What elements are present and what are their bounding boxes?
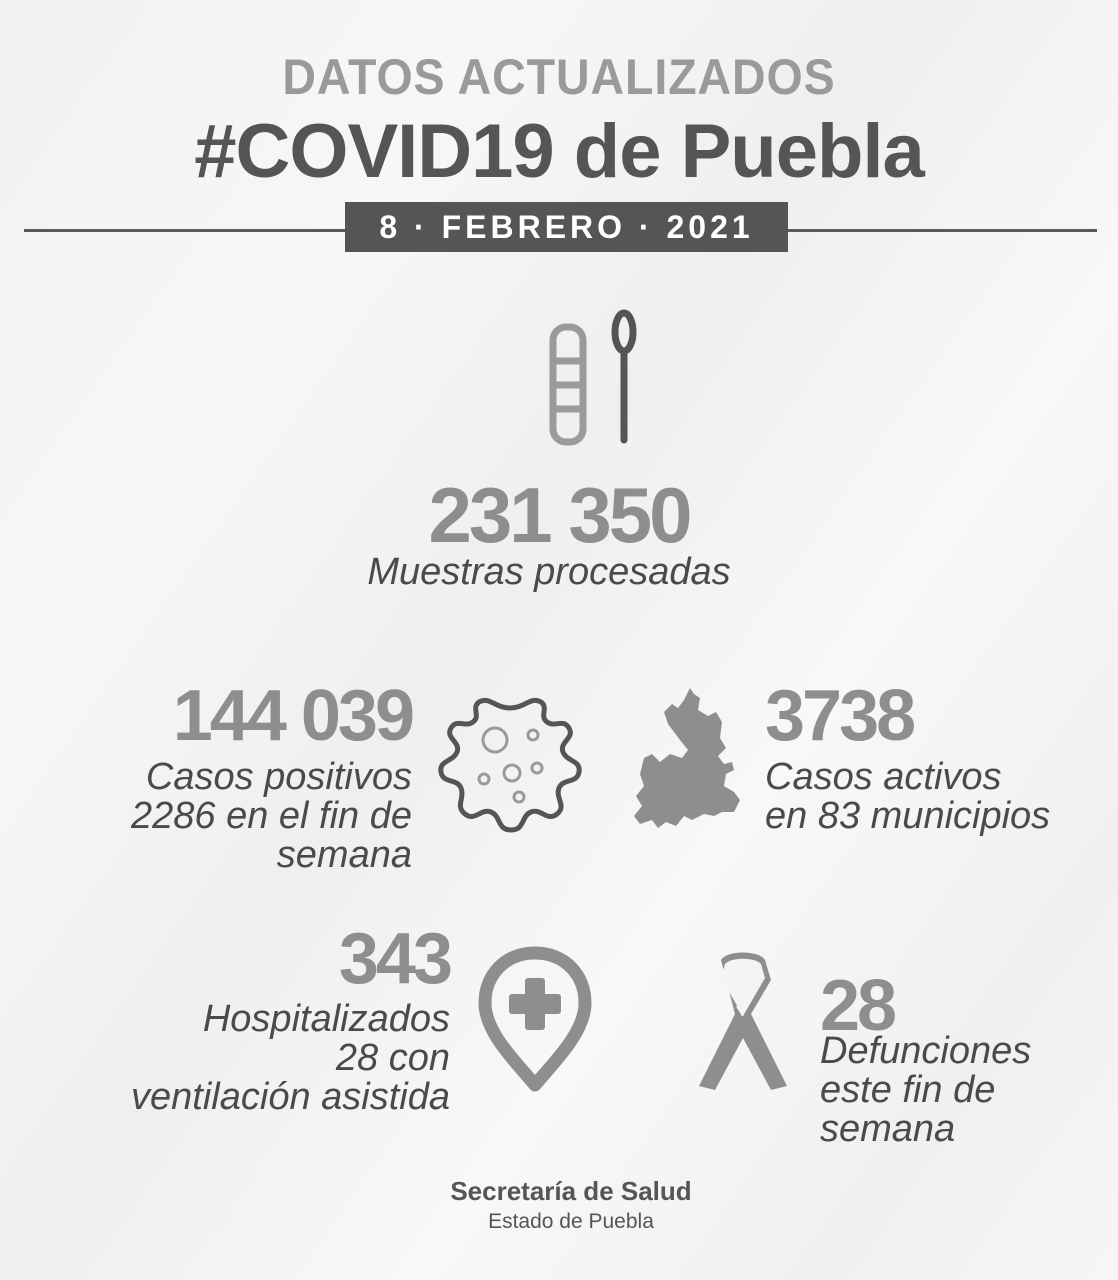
footer-subtitle: Estado de Puebla [488,1210,654,1233]
hospitalized-label-line: Hospitalizados [202,998,450,1040]
awareness-ribbon-icon [693,948,793,1103]
test-tube-swab-icon [545,303,640,453]
positive-cases-label-line: 2286 en el fin de [130,795,412,837]
virus-icon [435,688,585,838]
hospitalized-value: 343 [338,919,450,999]
kicker-heading: DATOS ACTUALIZADOS [282,49,836,105]
active-cases-label [765,758,1105,836]
date-text: 8 · FEBRERO · 2021 [379,208,754,245]
deaths-label-line: Defunciones [820,1030,1032,1072]
deaths-label-line: este fin de [820,1069,996,1111]
samples-label: Muestras procesadas [367,551,731,593]
divider-left [24,229,345,232]
puebla-map-icon [630,688,740,843]
hospitalized-label-line: ventilación asistida [131,1076,450,1118]
active-cases-value: 3738 [765,676,914,756]
positive-cases-label-line: semana [276,834,412,876]
deaths-value: 28 [820,966,895,1046]
active-cases-label-line: en 83 municipios [765,795,1051,837]
deaths-label-line: semana [820,1108,956,1150]
page-title: #COVID19 de Puebla [194,109,924,194]
hospitalized-label-line: 28 con [335,1037,450,1079]
hospitalized-label [60,1000,450,1117]
date-badge [345,202,788,252]
divider-right [788,229,1097,232]
footer-organization: Secretaría de Salud [450,1176,692,1206]
positive-cases-label-line: Casos positivos [145,756,412,798]
active-cases-label-line: Casos activos [765,756,1002,798]
deaths-label [820,1032,1100,1149]
samples-value: 231 350 [428,471,690,559]
positive-cases-label [60,758,412,875]
positive-cases-value: 144 039 [172,676,412,756]
hospital-location-pin-icon [477,945,593,1098]
